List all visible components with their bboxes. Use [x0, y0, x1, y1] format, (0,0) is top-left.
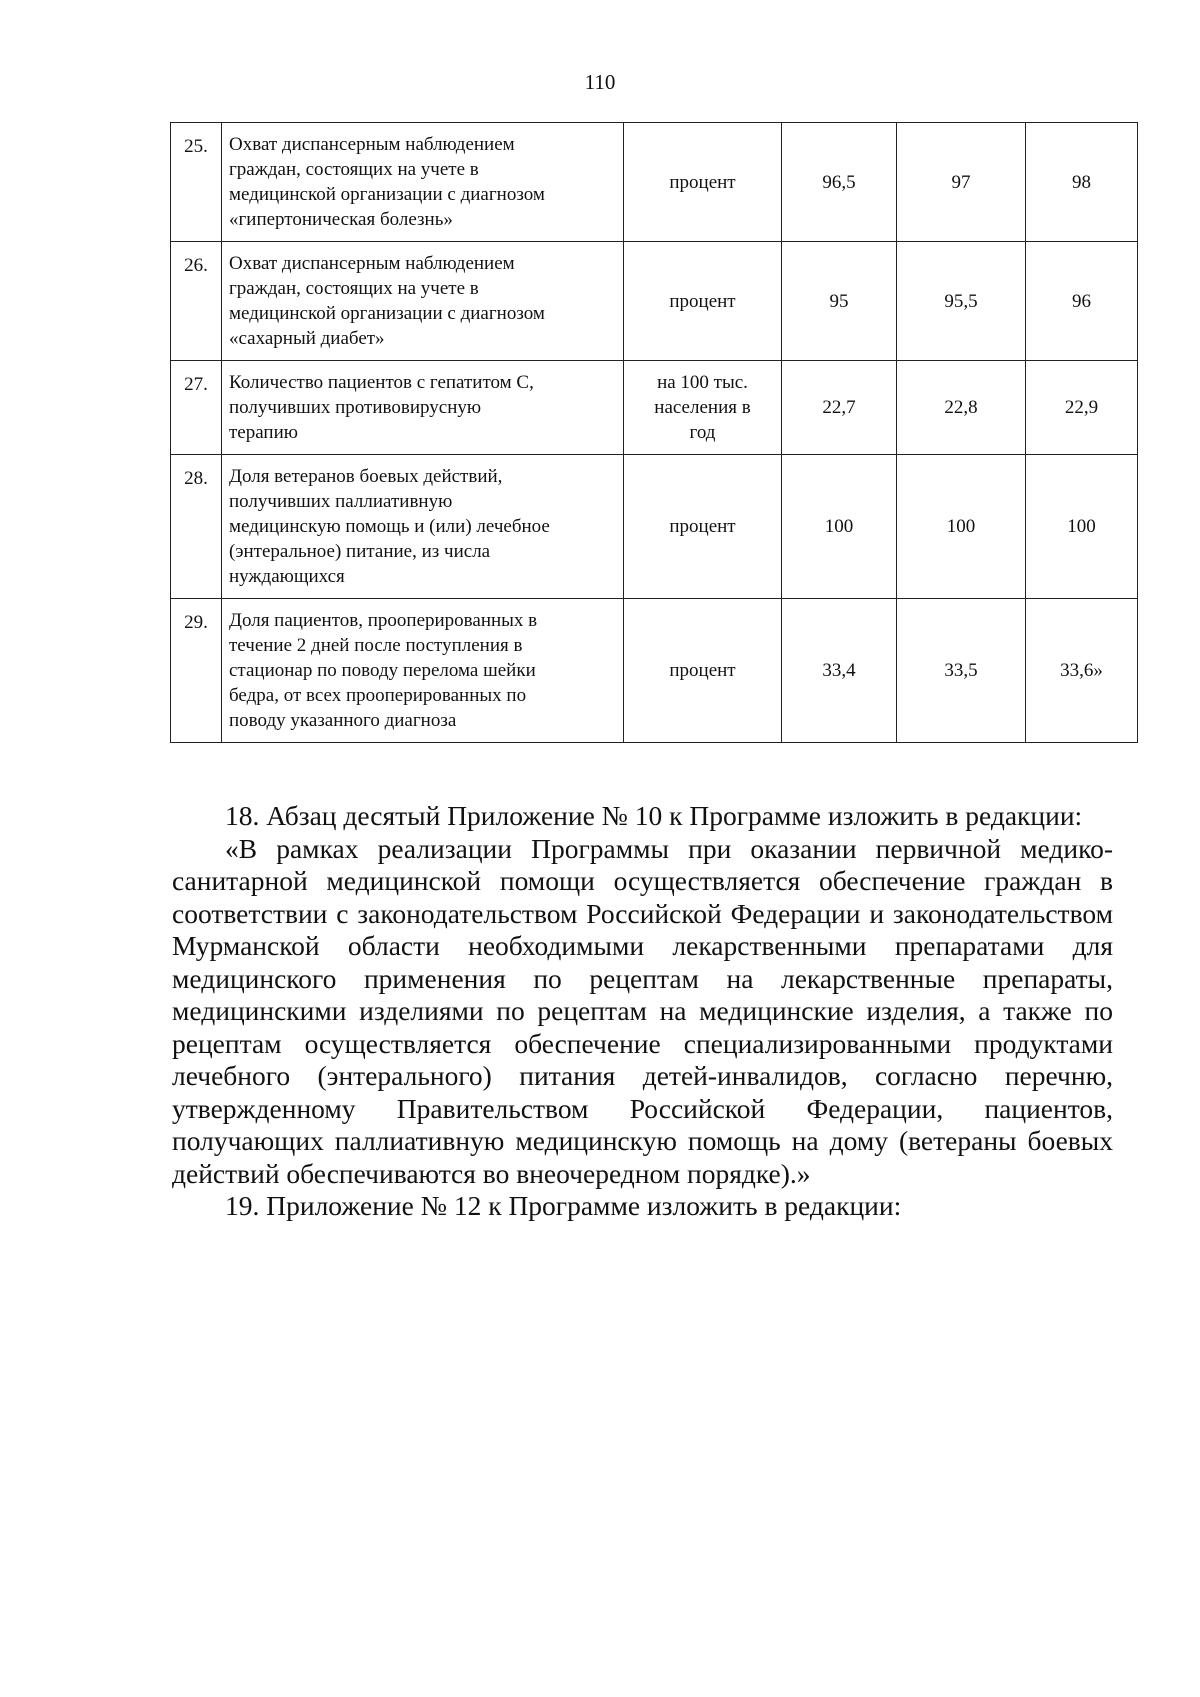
indicator-name-line: Охват диспансерным наблюдением	[229, 134, 515, 155]
value-cell-v2: 100	[897, 455, 1026, 599]
unit-line: процент	[669, 290, 736, 312]
row-number-cell: 27.	[171, 361, 222, 455]
paragraph-quote: «В рамках реализации Программы при оказании первичной медико-санитарной медицинской помощи осуществляется обеспечение граждан в соответствии с законодательством Российской Федерации и законодательством Мурманской области необходимыми лекарственными препаратами для медицинского применения по рецептам на лекарственные препараты, медицинскими изделиями по рецептам на медицинские изделия, а также по рецептам осуществляется обеспечение специализированными продуктами лечебного (энтерального) питания детей-инвалидов, согласно перечню, утвержденному Правительством Российской Федерации, пациентов, получающих паллиативную медицинскую помощь на дому (ветераны боевых действий обеспечиваются во внеочередном порядке).»	[172, 832, 1113, 1189]
value-cell-v3: 96	[1026, 242, 1138, 361]
indicator-name-line: стационар по поводу перелома шейки	[229, 660, 536, 681]
indicators-table	[170, 122, 1138, 743]
paragraph-item-18: 18. Абзац десятый Приложение № 10 к Программе изложить в редакции:	[225, 800, 1083, 831]
unit-line: процент	[669, 516, 736, 537]
value-cell-v2: 33,5	[897, 599, 1026, 743]
value-cell-v1: 33,4	[782, 599, 897, 743]
indicator-name-line: течение 2 дней после поступления в	[229, 635, 523, 656]
indicator-name-line: Доля ветеранов боевых действий,	[229, 466, 503, 487]
indicator-name-line: граждан, состоящих на учете в	[229, 159, 479, 180]
paragraph-item-19: 19. Приложение № 12 к Программе изложить в редакции:	[225, 1190, 902, 1221]
table-row	[171, 455, 1138, 599]
unit-cell	[624, 599, 782, 743]
row-number-cell: 26.	[171, 242, 222, 361]
indicator-name-line: Охват диспансерным наблюдением	[229, 253, 515, 274]
table-row	[171, 599, 1138, 743]
table-row	[171, 361, 1138, 455]
indicator-name-line: медицинской организации с диагнозом	[229, 184, 545, 205]
unit-line: населения в	[654, 397, 751, 418]
value-cell-v3: 100	[1026, 455, 1138, 599]
indicators-table-body	[171, 123, 1138, 743]
indicator-name-cell	[222, 455, 624, 599]
indicator-name-line: Доля пациентов, прооперированных в	[229, 610, 538, 631]
unit-cell	[624, 361, 782, 455]
value-cell-v1: 95	[782, 242, 897, 361]
value-cell-v3: 33,6»	[1026, 599, 1138, 743]
indicator-name-line: терапию	[229, 422, 298, 443]
value-cell-v1: 96,5	[782, 123, 897, 242]
indicator-name-line: получивших противовирусную	[229, 397, 482, 418]
indicator-name-line: получивших паллиативную	[229, 491, 453, 512]
unit-line: год	[689, 422, 716, 443]
indicator-name-line: «гипертоническая болезнь»	[229, 209, 453, 230]
unit-line: процент	[669, 171, 736, 193]
value-cell-v1: 22,7	[782, 361, 897, 455]
table-row	[171, 123, 1138, 242]
indicator-name-cell	[222, 599, 624, 743]
indicator-name-line: медицинской организации с диагнозом	[229, 303, 545, 324]
body-text	[172, 800, 1113, 1223]
value-cell-v2: 22,8	[897, 361, 1026, 455]
value-cell-v3: 98	[1026, 123, 1138, 242]
value-cell-v2: 97	[897, 123, 1026, 242]
unit-line: на 100 тыс.	[657, 372, 748, 393]
indicator-name-cell	[222, 361, 624, 455]
value-cell-v3: 22,9	[1026, 361, 1138, 455]
indicator-name-cell	[222, 242, 624, 361]
indicator-name-line: Количество пациентов с гепатитом С,	[229, 372, 534, 393]
indicator-name-line: нуждающихся	[229, 566, 345, 587]
indicator-name-line: бедра, от всех прооперированных по	[229, 685, 527, 706]
page-number: 110	[584, 70, 616, 94]
unit-cell	[624, 123, 782, 242]
row-number-cell: 25.	[171, 123, 222, 242]
indicator-name-line: поводу указанного диагноза	[229, 710, 457, 731]
unit-line: процент	[669, 660, 736, 681]
indicator-name-line: «сахарный диабет»	[229, 328, 385, 349]
indicator-name-cell	[222, 123, 624, 242]
indicator-name-line: (энтеральное) питание, из числа	[229, 541, 491, 562]
unit-cell	[624, 242, 782, 361]
unit-cell	[624, 455, 782, 599]
indicator-name-line: медицинскую помощь и (или) лечебное	[229, 516, 550, 537]
indicator-name-line: граждан, состоящих на учете в	[229, 278, 479, 299]
row-number-cell: 28.	[171, 455, 222, 599]
row-number-cell: 29.	[171, 599, 222, 743]
value-cell-v1: 100	[782, 455, 897, 599]
value-cell-v2: 95,5	[897, 242, 1026, 361]
table-row	[171, 242, 1138, 361]
